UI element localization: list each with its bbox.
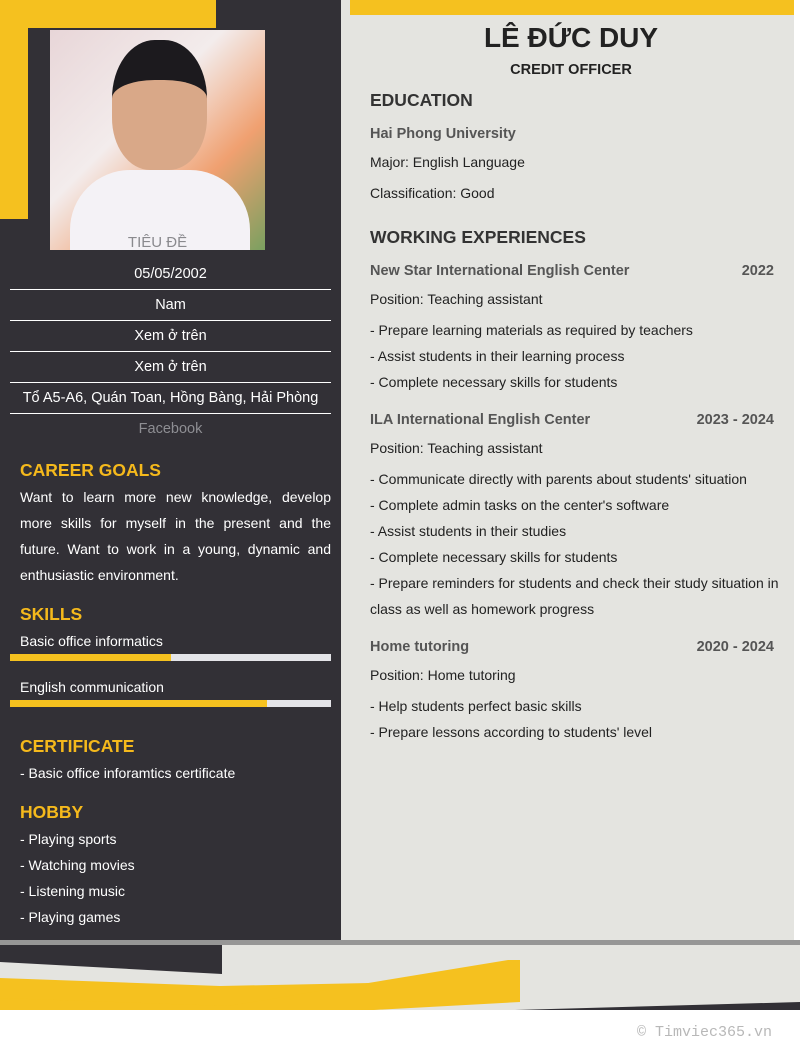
job-task: - Help students perfect basic skills [370,698,582,714]
email: Xem ở trên [10,352,331,383]
classification: Classification: Good [370,185,495,201]
gender: Nam [10,290,331,321]
birthdate: 05/05/2002 [10,259,331,290]
job-position: Position: Teaching assistant [370,440,543,456]
accent-bar-main [350,0,794,15]
skill-label: English communication [20,679,164,695]
skill-bar [10,700,331,707]
candidate-role: CREDIT OFFICER [510,62,632,78]
school-name: Hai Phong University [370,126,516,142]
experience-heading: WORKING EXPERIENCES [370,227,586,247]
certificate-heading: CERTIFICATE [20,736,135,756]
skill-label: Basic office informatics [20,633,163,649]
job-task: - Prepare learning materials as required by teachers [370,322,693,338]
job-task: - Complete necessary skills for students [370,549,618,565]
job-org: New Star International English Center [370,263,630,279]
job-years: 2020 - 2024 [696,639,774,655]
accent-bar-side [0,0,28,219]
education-heading: EDUCATION [370,90,473,110]
major: Major: English Language [370,154,525,170]
skills-heading: SKILLS [20,604,83,624]
job-position: Position: Teaching assistant [370,291,543,307]
footer-copyright: © Timviec365.vn [636,1024,772,1041]
hobby-heading: HOBBY [20,802,84,822]
certificate-item: - Basic office inforamtics certificate [20,765,236,781]
career-goals-text: Want to learn more new knowledge, develop more skills for myself in the present and the future. Want to work in a young, dynamic and enthusiastic environment. [20,489,331,583]
job-org: Home tutoring [370,639,470,655]
job-task: - Complete necessary skills for students [370,374,618,390]
job-task: - Assist students in their studies [370,523,567,539]
facebook-link[interactable]: Facebook [138,421,203,437]
job-position: Position: Home tutoring [370,667,516,683]
job-task: - Complete admin tasks on the center's software [370,497,670,513]
job-task: - Prepare reminders for students and check their study situation in class as well as homework progress [370,575,779,617]
accent-bar-top [0,0,216,28]
skill-bar-fill [10,700,267,707]
job-org: ILA International English Center [370,412,591,428]
address: Tổ A5-A6, Quán Toan, Hồng Bàng, Hải Phòng [10,383,331,414]
phone: Xem ở trên [10,321,331,352]
skill-bar [10,654,331,661]
hobby-item: - Listening music [20,883,126,899]
hobby-item: - Playing sports [20,831,117,847]
hobby-item: - Watching movies [20,857,135,873]
bottom-decoration [0,940,800,1010]
photo-caption: TIÊU ĐỀ [127,234,188,251]
job-task: - Communicate directly with parents about students' situation [370,471,747,487]
profile-photo [50,30,265,250]
skill-bar-fill [10,654,171,661]
hobby-item: - Playing games [20,909,121,925]
job-years: 2023 - 2024 [696,412,774,428]
job-years: 2022 [741,263,774,279]
career-goals-heading: CAREER GOALS [20,460,161,480]
job-task: - Prepare lessons according to students' level [370,724,653,740]
job-task: - Assist students in their learning process [370,348,625,364]
candidate-name: LÊ ĐỨC DUY [483,22,659,53]
